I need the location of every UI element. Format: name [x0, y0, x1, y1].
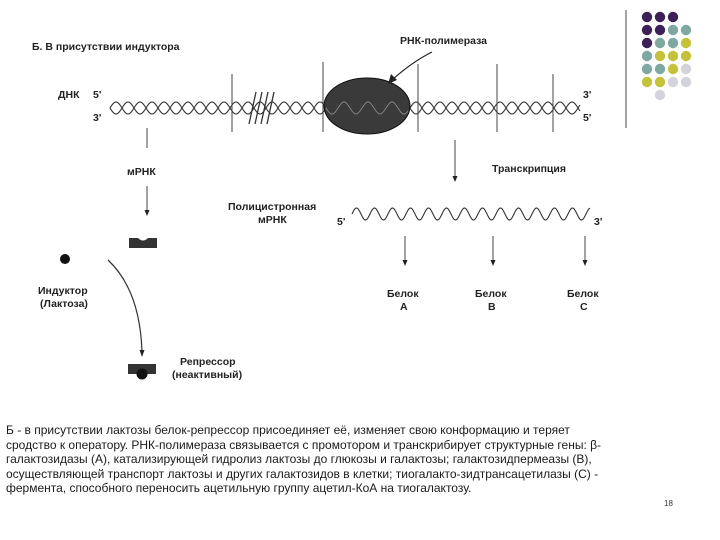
mrna-label: мРНК	[127, 166, 156, 178]
dna-3prime-left: 3'	[93, 112, 102, 124]
rna-polymerase-arrow	[388, 52, 432, 84]
caption-line-1: Б - в присутствии лактозы белок-репрессор присоединяет её, изменяет свою конформацию и теряет	[6, 423, 570, 437]
decor-dot	[655, 90, 665, 100]
caption-line-2: сродство к оператору. РНК-полимераза связывается с промотором и транскрибирует структурные гены: β-	[6, 437, 602, 452]
caption-line-3: галактозидазы (А), катализирующей гидролиз лактозы до глюкозы и галактозы; галактозидпермеазы (В),	[6, 452, 592, 467]
decorative-dot-grid	[642, 12, 691, 100]
decor-dot	[668, 25, 678, 35]
translation-arrowheads	[403, 260, 588, 266]
decor-dot	[655, 77, 665, 87]
decor-dot	[681, 77, 691, 87]
decor-dot	[642, 51, 652, 61]
repressor-label-line2: (неактивный)	[172, 369, 243, 381]
polycistronic-mrna-wave	[352, 208, 590, 220]
transcription-arrow	[453, 140, 458, 182]
repressor-binding-arrow	[108, 260, 145, 357]
dna-break-marks	[249, 92, 274, 124]
mrna-5prime: 5'	[337, 216, 346, 228]
rna-polymerase-label: РНК-полимераза	[400, 35, 488, 47]
polycistronic-label-line1: Полицистронная	[228, 201, 317, 213]
page-number: 18	[664, 499, 673, 508]
decor-dot	[642, 77, 652, 87]
dna-3prime-right: 3'	[583, 89, 592, 101]
decor-dot	[668, 51, 678, 61]
inducer-label-line2: (Лактоза)	[40, 298, 88, 310]
decor-dot	[655, 64, 665, 74]
dna-5prime-right: 5'	[583, 112, 592, 124]
figure-caption	[6, 423, 714, 496]
active-repressor-shape	[129, 238, 157, 248]
decor-dot	[668, 38, 678, 48]
decor-dot	[642, 25, 652, 35]
decor-dot	[655, 51, 665, 61]
decor-dot	[655, 38, 665, 48]
decor-dot	[642, 38, 652, 48]
decor-dot	[655, 12, 665, 22]
inducer-label-line1: Индуктор	[38, 285, 88, 297]
decor-dot	[642, 12, 652, 22]
repressor-label-line1: Репрессор	[180, 356, 236, 368]
decor-dot	[681, 25, 691, 35]
dna-label: ДНК	[58, 89, 80, 101]
diagram-title: Б. В присутствии индуктора	[32, 41, 180, 53]
decor-dot	[681, 51, 691, 61]
protein-a-letter: A	[400, 301, 408, 313]
protein-c-label: Белок	[567, 288, 599, 300]
mrna-3prime: 3'	[594, 216, 603, 228]
protein-b-letter: B	[488, 301, 496, 313]
decor-dot	[642, 64, 652, 74]
transcription-label: Транскрипция	[492, 163, 566, 175]
protein-a-label: Белок	[387, 288, 419, 300]
protein-c-letter: C	[580, 301, 588, 313]
translation-arrows	[405, 236, 585, 262]
decor-dot	[681, 64, 691, 74]
mrna-to-repressor-arrow	[145, 186, 150, 216]
inducer-dot	[60, 254, 70, 264]
decor-dot	[668, 12, 678, 22]
bound-inducer-dot	[137, 369, 148, 380]
protein-b-label: Белок	[475, 288, 507, 300]
polycistronic-label-line2: мРНК	[258, 214, 287, 226]
dna-5prime-left: 5'	[93, 89, 102, 101]
caption-line-4: осуществляющей транспорт лактозы и других галактозидов в клетки; тиогалакто-зидтрансацетилазы (С) -	[6, 466, 599, 481]
decor-dot	[655, 25, 665, 35]
caption-line-5: фермента, способного переносить ацетильную группу ацетил-КоА на тиогалактозу.	[6, 481, 472, 496]
decor-dot	[668, 77, 678, 87]
decor-dot	[681, 38, 691, 48]
decor-dot	[668, 64, 678, 74]
